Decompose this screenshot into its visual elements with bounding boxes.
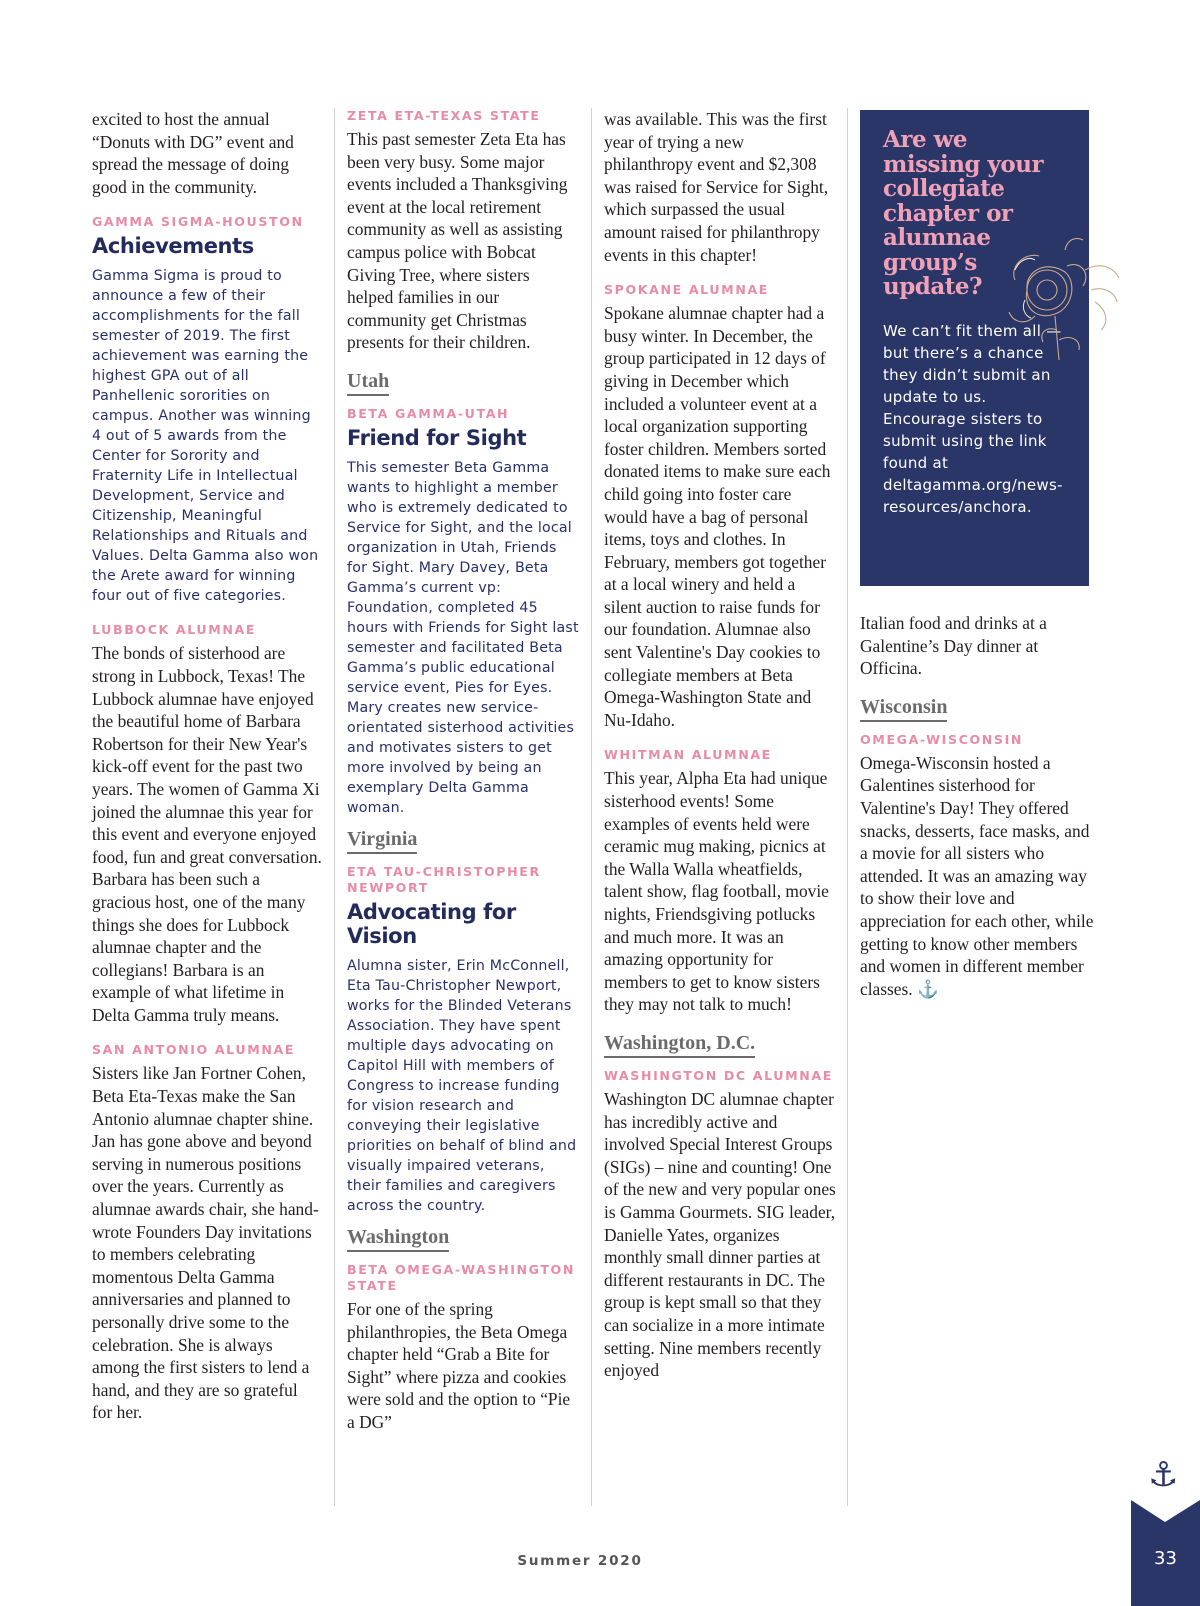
article-headline: Achievements	[92, 234, 254, 259]
state-heading: Washington, D.C.	[604, 1032, 755, 1058]
column-divider	[591, 108, 592, 1506]
page-number: 33	[1154, 1548, 1177, 1569]
state-heading: Washington	[347, 1226, 449, 1252]
article-body: Gamma Sigma is proud to announce a few of their accomplishments for the fall semester of 2019. The first achievement was earning the highest GPA out of all Panhellenic sororities on campus. Another was winning 4 out of 5 awards from the Center for Sorority and Fraternity Life in Intellectual Development, Service and Citizenship, Meaningful Relationships and Rituals and Values. Delta Gamma also won the Arete award for winning four out of five categories.	[92, 268, 319, 605]
chapter-kicker: BETA GAMMA-UTAH	[347, 405, 510, 421]
article-body: This year, Alpha Eta had unique sisterhood events! Some examples of events held were ceramic mug making, picnics at the Walla Walla wheatfields, talent show, flag football, movie nights, Friendsgiving potlucks and much more. It was an amazing opportunity for members to get to know sisters they may not talk to much!	[604, 768, 829, 1015]
article-body: Sisters like Jan Fortner Cohen, Beta Eta-Texas make the San Antonio alumnae chapter shine. Jan has gone above and beyond serving in numerous positions over the years. Currently as alumnae awards chair, she hand-wrote Founders Day invitations to members celebrating momentous Delta Gamma anniversaries and planned to personally drive some to the celebration. She is always among the first sisters to lend a hand, and they are so grateful for her.	[92, 1063, 319, 1423]
chapter-kicker: WASHINGTON DC ALUMNAE	[604, 1067, 833, 1083]
chapter-kicker: ETA TAU-CHRISTOPHER NEWPORT	[347, 863, 541, 895]
chapter-kicker: BETA OMEGA-WASHINGTON STATE	[347, 1261, 575, 1293]
column-divider	[847, 108, 848, 1506]
column-3	[604, 108, 836, 1382]
article-body: Spokane alumnae chapter had a busy winter. In December, the group participated in 12 days of giving in December which included a volunteer event at a local organization supporting foster children. Members sorted donated items to make sure each child going into foster care would have a bag of personal items, toys and clothes. In February, members got together at a local winery and held a silent auction to raise funds for our foundation. Alumnae also sent Valentine's Day cookies to collegiate members at Beta Omega-Washington State and Nu-Idaho.	[604, 303, 831, 730]
continued-paragraph: was available. This was the first year of trying a new philanthropy event and $2,308 was raised for Service for Sight, which surpassed the usual amount raised for philanthropy events in this chapter!	[604, 109, 829, 265]
column-1	[92, 108, 322, 1424]
column-2	[347, 108, 580, 1434]
issue-label: Summer 2020	[517, 1553, 643, 1569]
chapter-kicker: GAMMA SIGMA-HOUSTON	[92, 214, 304, 230]
anchor-icon: ⚓	[1148, 1455, 1179, 1495]
continued-paragraph: excited to host the annual “Donuts with DG” event and spread the message of doing good in the community.	[92, 109, 294, 197]
state-heading: Virginia	[347, 828, 417, 854]
chapter-kicker: OMEGA-WISCONSIN	[860, 731, 1024, 747]
column-4	[860, 612, 1095, 1000]
article-body: This semester Beta Gamma wants to highlight a member who is extremely dedicated to Service for Sight, and the local organization in Utah, Friends for Sight. Mary Davey, Beta Gamma’s current vp: Foundation, completed 45 hours with Friends for Sight last semester and facilitated Beta Gamma’s public educational service event, Pies for Eyes. Mary creates new service-orientated sisterhood activities and motivates sisters to get more involved by being an exemplary Delta Gamma woman.	[347, 459, 579, 816]
article-body-text: Omega-Wisconsin hosted a Galentines sisterhood for Valentine's Day! They offered snacks, desserts, face masks, and a movie for all sisters who attended. It was an amazing way to show their love and appreciation for each other, while getting to know other members and women in different member classes.	[860, 752, 1094, 999]
state-heading: Wisconsin	[860, 696, 947, 722]
article-body	[860, 752, 1095, 1001]
floral-illustration	[995, 230, 1135, 380]
article-headline: Advocating for Vision	[347, 899, 516, 948]
state-heading: Utah	[347, 370, 389, 396]
article-headline: Friend for Sight	[347, 425, 527, 450]
chapter-kicker: ZETA ETA-TEXAS STATE	[347, 108, 541, 123]
article-body: Alumna sister, Erin McConnell, Eta Tau-Christopher Newport, works for the Blinded Veterans Association. They have spent multiple days advocating on Capitol Hill with members of Congress to increase funding for vision research and conveying their legislative priorities on behalf of blind and visually impaired veterans, their families and caregivers across the country.	[347, 957, 577, 1214]
article-body: For one of the spring philanthropies, the Beta Omega chapter held “Grab a Bite for Sight” where pizza and cookies were sold and the option to “Pie a DG”	[347, 1298, 571, 1432]
article-body: The bonds of sisterhood are strong in Lubbock, Texas! The Lubbock alumnae have enjoyed the beautiful home of Barbara Robertson for their New Year's kick-off event for the past two years. The women of Gamma Xi joined the alumnae this year for this event and everyone enjoyed food, fun and great conversation. Barbara has been such a gracious host, one of the many things she does for Lubbock alumnae chapter and the collegians! Barbara is an example of what lifetime in Delta Gamma truly means.	[92, 643, 322, 1025]
chapter-kicker: WHITMAN ALUMNAE	[604, 747, 772, 763]
end-anchor-icon: ⚓	[917, 978, 939, 999]
article-body: Washington DC alumnae chapter has incredibly active and involved Special Interest Groups (SIGs) – nine and counting! One of the new and very popular ones is Gamma Gourmets. SIG leader, Danielle Yates, organizes monthly small dinner parties at different restaurants in DC. The group is kept small so that they can socialize in a more intimate setting. Nine members recently enjoyed	[604, 1088, 836, 1381]
article-body: This past semester Zeta Eta has been very busy. Some major events included a Thanksgiving event at the local retirement community as well as assisting campus police with Bobcat Giving Tree, where sisters helped families in our community get Christmas presents for their children.	[347, 129, 568, 353]
chapter-kicker: SAN ANTONIO ALUMNAE	[92, 1042, 296, 1058]
column-divider	[334, 108, 335, 1506]
callout-title: Are we missing your collegiate chapter or alumnae group’s update?	[883, 126, 1044, 300]
callout-body: We can’t fit them all — but there’s a chance they didn’t submit an update to us. Encourage sisters to submit using the link found at deltagamma.org/news-resources/anchora.	[883, 322, 1063, 516]
chapter-kicker: SPOKANE ALUMNAE	[604, 282, 770, 298]
chapter-kicker: LUBBOCK ALUMNAE	[92, 622, 257, 638]
continued-paragraph: Italian food and drinks at a Galentine’s Day dinner at Officina.	[860, 613, 1047, 679]
